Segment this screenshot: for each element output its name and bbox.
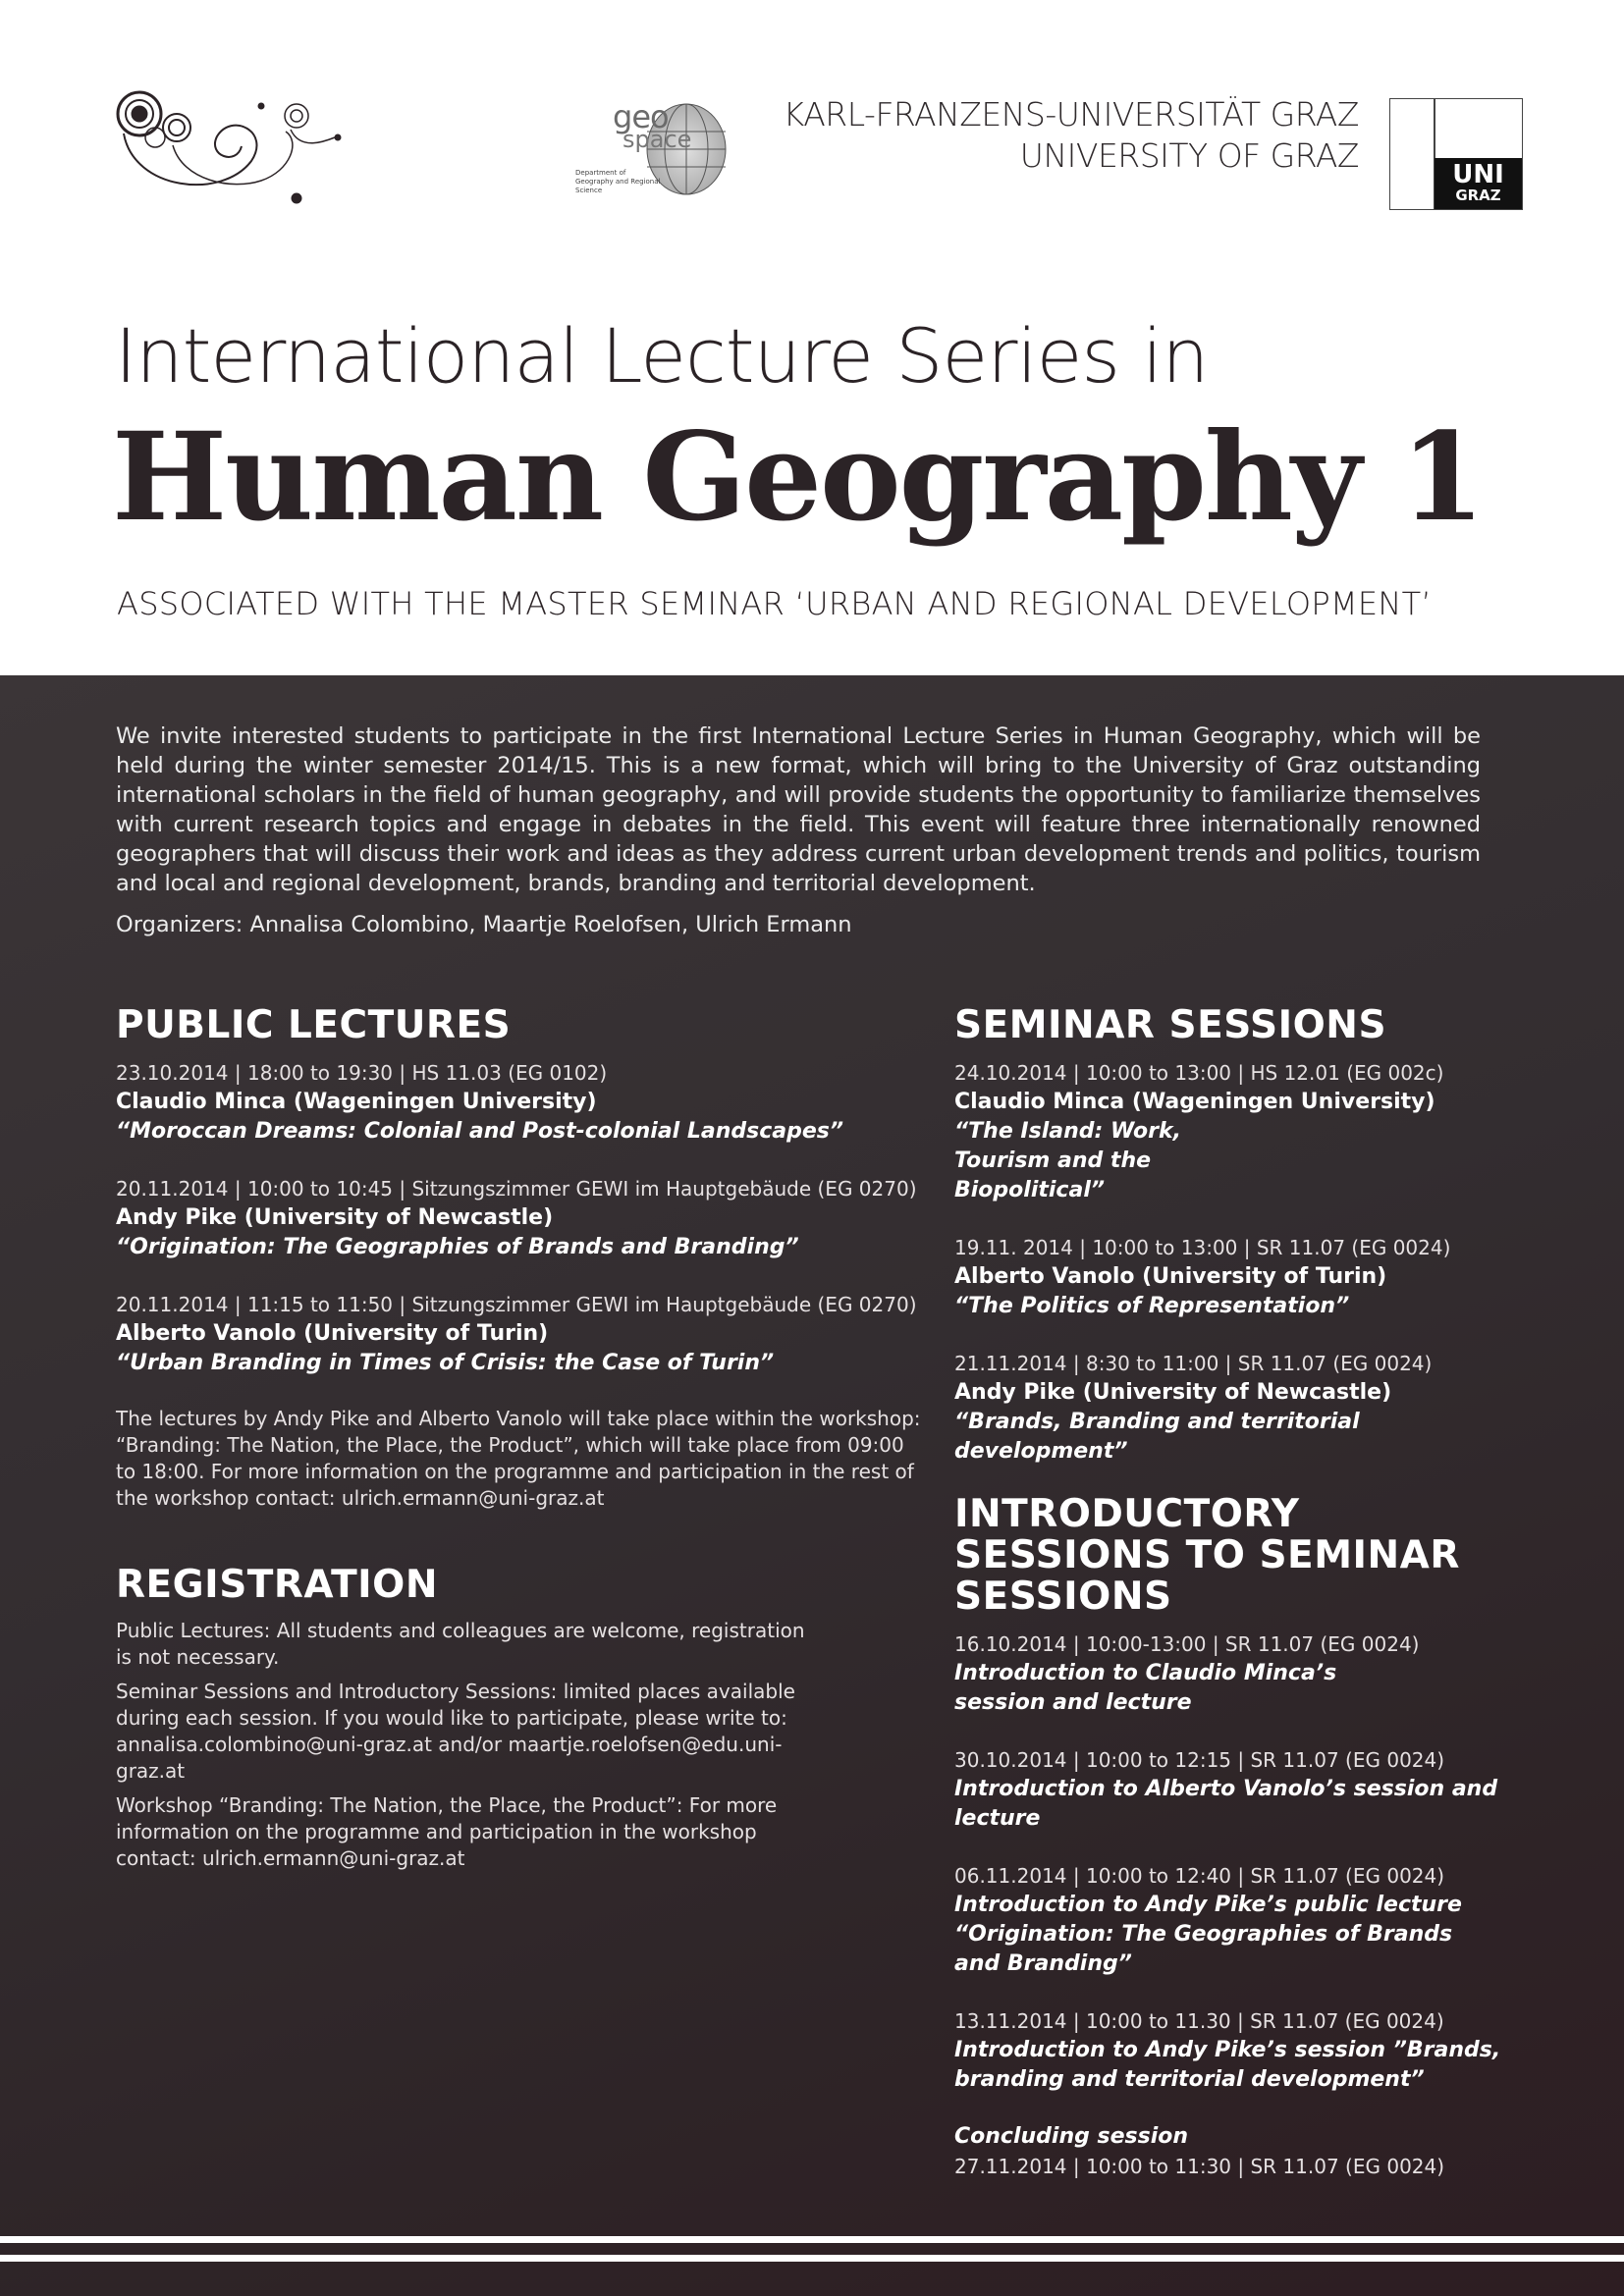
- intro-session-item: [954, 1629, 1504, 1718]
- lecture-speaker: Claudio Minca (Wageningen University): [116, 1090, 597, 1114]
- seminar-speaker: Andy Pike (University of Newcastle): [954, 1380, 1392, 1405]
- intro-session-meta: 16.10.2014 | 10:00-13:00 | SR 11.07 (EG 0024): [954, 1632, 1420, 1656]
- lecture-meta: 20.11.2014 | 11:15 to 11:50 | Sitzungszimmer GEWI im Hauptgebäude (EG 0270): [116, 1293, 917, 1316]
- lecture-speaker: Andy Pike (University of Newcastle): [116, 1205, 554, 1230]
- lecture-item: [116, 1290, 921, 1378]
- uni-graz-logo: [1389, 98, 1523, 210]
- intro-session-title: Introduction to Andy Pike’s public lecture “Origination: The Geographies of Brands and Branding”: [954, 1893, 1462, 1976]
- geospace-logo: [573, 86, 731, 204]
- introductory-sessions-section: [954, 1494, 1504, 2181]
- footer-stripes: [0, 2236, 1624, 2275]
- concluding-session-title: Concluding session: [954, 2124, 1189, 2149]
- registration-seminar: Seminar Sessions and Introductory Sessions: limited places available during each session. If you would like to participate, please write to: annalisa.colombino@uni-graz.at and/or maartje.roelofsen@edu.uni-graz.at: [116, 1680, 795, 1783]
- lectures-note: The lectures by Andy Pike and Alberto Vanolo will take place within the workshop: “Branding: The Nation, the Place, the Product”, which will take place from 09:00 to 18:00. For more information on the programme and participation in the rest of the workshop contact: ulrich.ermann@uni-graz.at: [116, 1407, 921, 1510]
- page-title: Human Geography 1: [112, 406, 1484, 549]
- intro-session-item: [954, 2006, 1504, 2095]
- geo-logo-department: Department of Geography and Regional Science: [575, 169, 661, 194]
- university-name-en: UNIVERSITY OF GRAZ: [1019, 136, 1359, 175]
- lecture-meta: 20.11.2014 | 10:00 to 10:45 | Sitzungszimmer GEWI im Hauptgebäude (EG 0270): [116, 1177, 917, 1201]
- content-area: [0, 675, 1624, 2296]
- registration-heading: REGISTRATION: [116, 1563, 438, 1607]
- intro-block: [116, 721, 1481, 939]
- introductory-sessions-heading: INTRODUCTORY SESSIONS TO SEMINAR SESSIONS: [954, 1492, 1460, 1619]
- lecture-title: “Moroccan Dreams: Colonial and Post-colonial Landscapes”: [116, 1119, 844, 1144]
- intro-session-meta: 06.11.2014 | 10:00 to 12:40 | SR 11.07 (EG 0024): [954, 1864, 1445, 1888]
- seminar-meta: 24.10.2014 | 10:00 to 13:00 | HS 12.01 (EG 002c): [954, 1061, 1444, 1085]
- seminar-title: “The Island: Work, Tourism and the Biopolitical”: [954, 1119, 1181, 1202]
- intro-session-title: Introduction to Claudio Minca’s session and lecture: [954, 1661, 1337, 1715]
- intro-session-item: [954, 1745, 1504, 1834]
- seminar-meta: 21.11.2014 | 8:30 to 11:00 | SR 11.07 (EG 0024): [954, 1352, 1433, 1375]
- concluding-session: [954, 2122, 1504, 2181]
- seminar-item: [954, 1058, 1504, 1205]
- intro-text: We invite interested students to participate in the first International Lecture Series in Human Geography, which will be held during the winter semester 2014/15. This is a new format, which will bring to the University of Graz outstanding international scholars in the field of human geography, and will provide students the opportunity to familiarize themselves with current research topics and engage in debates in the field. This event will feature three internationally renowned geographers that will discuss their work and ideas as they address current urban development trends and politics, tourism and local and regional development, brands, branding and territorial development.: [116, 723, 1481, 896]
- uni-logo-top: UNI: [1452, 160, 1504, 189]
- seminar-title: “The Politics of Representation”: [954, 1294, 1350, 1318]
- uni-logo-bottom: GRAZ: [1455, 187, 1501, 204]
- associated-line: ASSOCIATED WITH THE MASTER SEMINAR ‘URBAN AND REGIONAL DEVELOPMENT’: [117, 585, 1432, 622]
- intro-session-meta: 30.10.2014 | 10:00 to 12:15 | SR 11.07 (EG 0024): [954, 1748, 1445, 1772]
- registration-section: [116, 1565, 921, 1872]
- lecture-item: [116, 1174, 921, 1262]
- swirl-logo-icon: [114, 82, 350, 210]
- concluding-session-meta: 27.11.2014 | 10:00 to 11:30 | SR 11.07 (EG 0024): [954, 2155, 1445, 2178]
- intro-session-item: [954, 1861, 1504, 1979]
- header-area: [0, 0, 1624, 675]
- seminar-item: [954, 1349, 1504, 1467]
- lecture-speaker: Alberto Vanolo (University of Turin): [116, 1321, 549, 1346]
- lecture-item: [116, 1058, 921, 1147]
- intro-session-title: Introduction to Alberto Vanolo’s session and lecture: [954, 1777, 1498, 1831]
- seminar-sessions-heading: SEMINAR SESSIONS: [954, 1003, 1387, 1047]
- registration-workshop: Workshop “Branding: The Nation, the Place, the Product”: For more information on the programme and participation in the workshop contact: ulrich.ermann@uni-graz.at: [116, 1793, 778, 1870]
- seminar-title: “Brands, Branding and territorial development”: [954, 1410, 1360, 1464]
- intro-session-meta: 13.11.2014 | 10:00 to 11.30 | SR 11.07 (EG 0024): [954, 2009, 1444, 2033]
- organizers: Organizers: Annalisa Colombino, Maartje Roelofsen, Ulrich Ermann: [116, 912, 852, 937]
- registration-public: Public Lectures: All students and colleagues are welcome, registration is not necessary.: [116, 1619, 805, 1669]
- seminar-meta: 19.11. 2014 | 10:00 to 13:00 | SR 11.07 (EG 0024): [954, 1236, 1451, 1259]
- intro-session-title: Introduction to Andy Pike’s session ”Brands, branding and territorial development”: [954, 2038, 1501, 2092]
- seminar-speaker: Claudio Minca (Wageningen University): [954, 1090, 1435, 1114]
- geo-logo-word1: geo: [613, 98, 669, 135]
- lecture-meta: 23.10.2014 | 18:00 to 19:30 | HS 11.03 (EG 0102): [116, 1061, 608, 1085]
- seminar-speaker: Alberto Vanolo (University of Turin): [954, 1264, 1387, 1289]
- page-subtitle: International Lecture Series in: [115, 312, 1209, 400]
- public-lectures-heading: PUBLIC LECTURES: [116, 1003, 512, 1047]
- university-name: [784, 94, 1359, 177]
- geo-logo-word2: space: [623, 126, 692, 153]
- lecture-title: “Origination: The Geographies of Brands and Branding”: [116, 1235, 799, 1259]
- university-name-de: KARL-FRANZENS-UNIVERSITÄT GRAZ: [783, 95, 1359, 133]
- left-column: [116, 1005, 921, 1880]
- lecture-title: “Urban Branding in Times of Crisis: the Case of Turin”: [116, 1351, 775, 1375]
- seminar-item: [954, 1233, 1504, 1321]
- right-column: [954, 1005, 1504, 2181]
